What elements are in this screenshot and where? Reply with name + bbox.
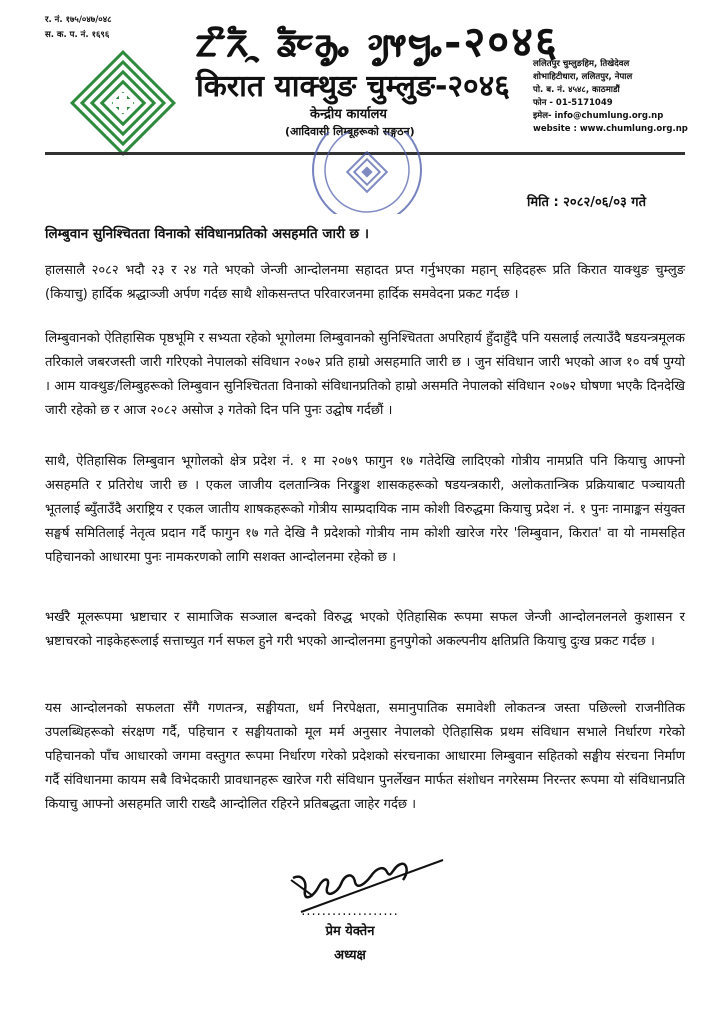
address-line: ललितपुर चुम्लुङहिम, तिखेदेवल — [533, 59, 630, 69]
address-line: पो. ब. नं. ४५४८, काठमाडौं — [533, 85, 620, 95]
address-block — [533, 58, 688, 136]
signatory-title: अध्यक्ष — [334, 948, 366, 963]
limbu-script-heading: ᤁᤡᤖᤠᤳ ᤕᤠᤰᤌᤢᤱ ᤆᤢᤶᤗᤢᤱ-२०४६ — [196, 17, 559, 66]
document-subject: लिम्बुवान सुनिश्चितता विनाको संविधानप्रतिको असहमति जारी छ । — [45, 226, 369, 242]
organization-logo — [68, 48, 178, 162]
website-line: website : www.chumlung.org.np — [533, 124, 688, 134]
body-paragraph-2: लिम्बुवानको ऐतिहासिक पृष्ठभूमि र सभ्यता रहेको भूगोलमा लिम्बुवानको सुनिश्चितता अपरिहार्य हुँदाहुँदै पनि यसलाई लत्याउँदै षडयन्त्रमूलक तरिकाले जबरजस्ती जारी गरिएको नेपालको संविधान २०७२ प्रति हाम्रो असहमाति जारी छ । जुन संविधान जारी भएको आज १० वर्ष पुग्यो । आम याक्थुङ/लिम्बुहरूको लिम्बुवान सुनिश्चितता विनाको संविधानप्रतिको हाम्रो असमति नेपालको संविधान २०७२ घोषणा भएकै दिनदेखि जारी रहेको छ र आज २०८२ असोज ३ गतेको दिन पनि पुनः उद्घोष गर्दछौं । — [45, 331, 685, 418]
registration-number: र. नं. १७५/०४७/०४८ — [45, 15, 112, 25]
body-paragraph-1: हालसालै २०८२ भदौ २३ र २४ गते भएको जेन्जी आन्दोलनमा सहादत प्रप्त गर्नुभएका महान् सहिदहरू प्रति किरात याक्थुङ चुम्लुङ (कियाचु) हार्दिक श्रद्धाञ्जी अर्पण गर्दछ साथै शोकसन्तप्त परिवारजनमा हार्दिक समवेदना प्रकट गर्दछ । — [45, 263, 685, 302]
phone-line: फोन - 01-5171049 — [533, 98, 613, 108]
signature-dots: ................... — [301, 904, 399, 919]
social-number: स. क. प. नं. १६९६ — [45, 30, 110, 40]
body-paragraph-4: भर्खरै मूलरूपमा भ्रष्टाचार र सामाजिक सञ्जाल बन्दको विरुद्ध भएको ऐतिहासिक रूपमा सफल जेन्जी आन्दोलनलनले कुशासन र भ्रष्टाचरको नाइकेहरूलाई सत्ताच्युत गर्न सफल हुने गरी भएको आन्दोलनमा हुनपुगेको अकल्पनीय क्षतिप्रति कियाचु दुःख प्रकट गर्दछ । — [45, 610, 685, 649]
office-name: केन्द्रीय कार्यालय — [310, 107, 387, 122]
organization-tagline: (आदिवासी लिम्बूहरूको सङ्गठन) — [285, 125, 415, 138]
address-line: शोभाहिटीधारा, ललितपुर, नेपाल — [533, 72, 633, 82]
signatory-name: प्रेम येक्तेन — [325, 924, 375, 939]
body-paragraph-3: साथै, ऐतिहासिक लिम्बुवान भूगोलको क्षेत्र प्रदेश नं. १ मा २०७९ फागुन १७ गतेदेखि लादिएको गोत्रीय नामप्रति पनि कियाचु आफ्नो असहमति र प्रतिरोध जारी छ । एकल जाजीय दलतान्त्रिक निरङ्कुश शासकहरूको षडयन्त्रकारी, अलोकतान्त्रिक प्रक्रियाबाट पञ्चायती भूतलाई ब्युँताउँदै अराष्ट्रिय र एकल जातीय शाषकहरूको गोत्रीय साम्प्रदायिक नाम कोशी विरुद्धमा कियाचु प्रदेश नं. १ पुनः नामाङ्कन संयुक्त सङ्घर्ष समितिलाई नेतृत्व प्रदान गर्दै फागुन १७ गते देखि नै प्रदेशको गोत्रीय नाम कोशी खारेज गरेर 'लिम्बुवान, किरात' वा यो नामसहित पहिचानको आधारमा पुनः नामकरणको लागि सशक्त आन्दोलनमा रहेको छ । — [45, 454, 685, 565]
official-stamp — [302, 132, 432, 218]
document-date: मिति : २०८२/०६/०३ गते — [527, 195, 646, 210]
email-line: इमेल- info@chumlung.org.np — [533, 111, 664, 121]
organization-name: किरात याक्थुङ चुम्लुङ-२०४६ — [196, 69, 510, 104]
body-paragraph-5: यस आन्दोलनको सफलता सँगै गणतन्त्र, सङ्घीयता, धर्म निरपेक्षता, समानुपातिक समावेशी लोकतन्त्र जस्ता पछिल्लो राजनीतिक उपलब्धिहरूको संरक्षण गर्दै, पहिचान र सङ्घीयताको मूल मर्म अनुसार नेपालको ऐतिहासिक प्रथम संविधान सभाले निर्धारण गरेको पहिचानको पाँच आधारको जगमा वस्तुगत रूपमा निर्धारण गरेको प्रदेशको संरचनाका आधारमा लिम्बुवान सहितको सङ्घीय संरचना निर्माण गर्दै संविधानमा कायम सबै विभेदकारी प्रावधानहरू खारेज गरी संविधान पुनर्लेखन मार्फत संशोधन नगरेसम्म निरन्तर रूपमा यो संविधानप्रति कियाचु आफ्नो असहमति जारी राख्दै आन्दोलित रहिरने प्रतिबद्धता जाहेर गर्दछ । — [45, 701, 685, 812]
